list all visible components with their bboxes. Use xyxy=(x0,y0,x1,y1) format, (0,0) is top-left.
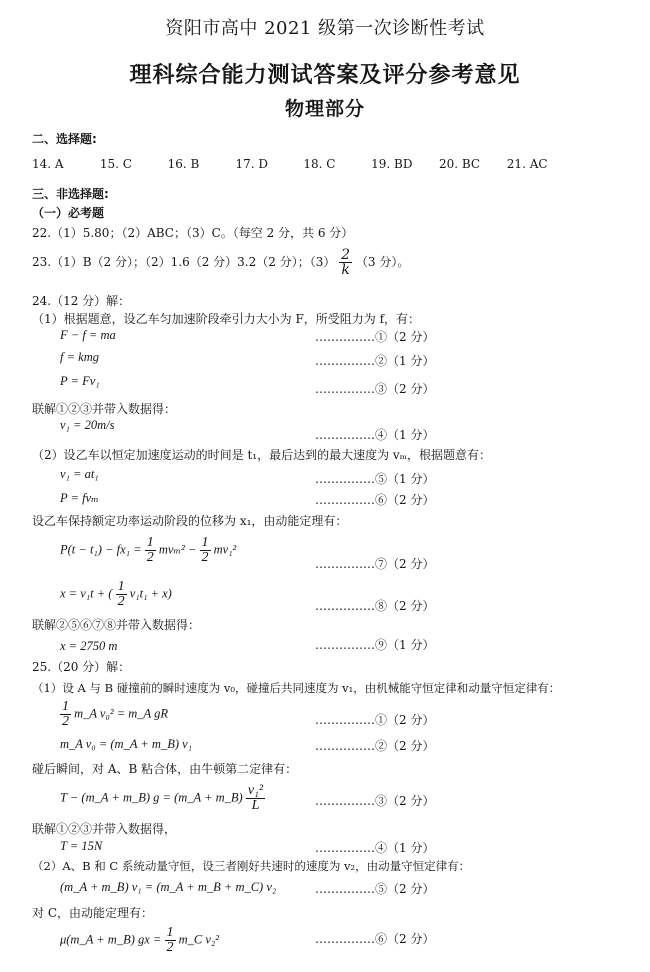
exam-title: 资阳市高中 2021 级第一次诊断性考试 xyxy=(165,18,485,39)
section-choice-title: 二、选择题: xyxy=(32,132,97,146)
q25-score1: ……………①（2 分） xyxy=(315,713,435,727)
answer-18: 18. C xyxy=(303,157,336,171)
q24-eq7-half2-den: 2 xyxy=(201,550,209,565)
answer-17: 17. D xyxy=(235,157,269,171)
q24-eq2: f = kmg xyxy=(60,350,99,364)
q24-heading: 24.（12 分）解： xyxy=(32,294,131,308)
q25-score2: ……………②（2 分） xyxy=(315,739,435,753)
answer-21: 21. AC xyxy=(506,157,548,171)
answer-20: 20. BC xyxy=(438,157,481,171)
q25-eq3-fraction xyxy=(246,784,265,813)
q24-eq8-half xyxy=(116,580,127,609)
q25-eq1-body: m_A v₀² = m_A gR xyxy=(74,706,168,721)
q23-fraction-num: 2 xyxy=(341,247,351,263)
q23-part2: （3 分）。 xyxy=(355,255,410,269)
q25-eq1-half xyxy=(60,700,71,729)
q24-score7: ……………⑦（2 分） xyxy=(315,557,435,571)
q24-eq1: F − f = ma xyxy=(60,328,116,342)
q24-score4: ……………④（1 分） xyxy=(315,428,435,442)
q24-eq7-right: mv₁² xyxy=(213,542,237,557)
q24-eq7-half1-num: 1 xyxy=(146,535,154,550)
q24-eq5: v₁ = at₁ xyxy=(60,467,99,481)
q25-result1: T = 15N xyxy=(60,839,103,853)
q24-score3: ……………③（2 分） xyxy=(315,382,435,396)
q22-answer: 22.（1）5.80；（2）ABC；（3）C。（每空 2 分，共 6 分） xyxy=(32,226,354,240)
q25-eq5: (m_A + m_B) v₁ = (m_A + m_B + m_C) v₂ xyxy=(60,880,277,894)
q25-eq6 xyxy=(60,926,219,955)
q24-result1: v₁ = 20m/s xyxy=(60,418,115,432)
section-nonchoice-title: 三、非选择题: xyxy=(32,187,109,201)
q23-fraction xyxy=(339,248,352,277)
q25-score3: ……………③（2 分） xyxy=(315,794,435,808)
q25-eq6-left: μ(m_A + m_B) gx = xyxy=(60,932,162,947)
q24-eq6: P = fvₘ xyxy=(60,491,99,505)
q24-eq7-half2-num: 1 xyxy=(201,535,209,550)
q24-eq7 xyxy=(60,536,236,565)
q24-eq8-half-num: 1 xyxy=(117,579,125,594)
required-questions-title: （一）必考题 xyxy=(32,206,105,220)
q25-heading: 25.（20 分）解： xyxy=(32,660,131,674)
q24-eq7-half1 xyxy=(145,536,156,565)
answer-15: 15. C xyxy=(99,157,132,171)
q25-eq6-half-den: 2 xyxy=(166,940,174,955)
q25-eq3-den: L xyxy=(251,798,260,813)
q24-score8: ……………⑧（2 分） xyxy=(315,599,435,613)
q25-eq1-half-den: 2 xyxy=(62,714,69,729)
q25-score4: ……………④（1 分） xyxy=(315,841,435,855)
q23-fraction-den: k xyxy=(341,262,350,278)
q24-eq8 xyxy=(60,580,172,609)
q25-part4-text: 对 C，由动能定理有： xyxy=(32,906,153,920)
document-title: 理科综合能力测试答案及评分参考意见 xyxy=(129,63,521,88)
q24-eq8-left: x = v₁t + ( xyxy=(60,586,113,601)
q25-eq1 xyxy=(60,700,168,729)
q24-eq8-half-den: 2 xyxy=(117,594,125,609)
q24-eq7-mid: mvₘ² − xyxy=(158,542,197,557)
q25-eq3 xyxy=(60,784,265,813)
q23-part1: 23.（1）B（2 分）；（2）1.6（2 分）3.2（2 分）；（3） xyxy=(32,255,336,269)
q25-eq3-num: v₁² xyxy=(247,783,264,798)
q24-part1-text: （1）根据题意，设乙车匀加速阶段牵引力大小为 F，所受阻力为 f，有： xyxy=(32,312,421,326)
q24-eq7-left: P(t − t₁) − fx₁ = xyxy=(60,542,142,557)
q25-combine1: 联解①②③并带入数据得， xyxy=(32,822,177,836)
q25-part2-text: 碰后瞬间，对 A、B 粘合体，由牛顿第二定律有： xyxy=(32,762,298,776)
q24-score6: ……………⑥（2 分） xyxy=(315,493,435,507)
q25-score6: ……………⑥（2 分） xyxy=(315,932,435,946)
q25-score5: ……………⑤（2 分） xyxy=(315,882,435,896)
choice-answers xyxy=(32,157,571,171)
q25-eq1-half-num: 1 xyxy=(62,699,69,714)
answer-14: 14. A xyxy=(32,157,64,171)
answer-19: 19. BD xyxy=(371,157,413,171)
q25-eq6-half-num: 1 xyxy=(166,925,174,940)
q25-part1-text: （1）设 A 与 B 碰撞前的瞬时速度为 v₀，碰撞后共同速度为 v₁，由机械能守恒定律和动量守恒定律有： xyxy=(32,681,561,695)
q24-eq3: P = Fv₁ xyxy=(60,374,100,388)
q25-eq2: m_A v₀ = (m_A + m_B) v₁ xyxy=(60,737,193,751)
q24-score9: ……………⑨（1 分） xyxy=(315,638,435,652)
q24-eq7-half1-den: 2 xyxy=(146,550,154,565)
q23-answer xyxy=(32,248,409,277)
answer-16: 16. B xyxy=(167,157,200,171)
q24-score1: ……………①（2 分） xyxy=(315,330,435,344)
q24-part3-text: 设乙车保持额定功率运动阶段的位移为 x₁，由动能定理有： xyxy=(32,514,348,528)
q24-eq7-half2 xyxy=(200,536,211,565)
q24-score5: ……………⑤（1 分） xyxy=(315,472,435,486)
q24-eq8-right: v₁t₁ + x) xyxy=(129,586,172,601)
q24-score2: ……………②（1 分） xyxy=(315,354,435,368)
q24-combine1: 联解①②③并带入数据得： xyxy=(32,402,177,416)
q25-eq6-half xyxy=(165,926,176,955)
subject-title: 物理部分 xyxy=(284,98,365,120)
q24-combine2: 联解②⑤⑥⑦⑧并带入数据得： xyxy=(32,618,201,632)
q24-result2: x = 2750 m xyxy=(60,639,118,653)
q24-part2-text: （2）设乙车以恒定加速度运动的时间是 t₁，最后达到的最大速度为 vₘ，根据题意有： xyxy=(32,448,492,462)
q25-part3-text: （2）A、B 和 C 系统动量守恒，设三者刚好共速时的速度为 v₂，由动量守恒定律有： xyxy=(32,859,471,873)
q25-eq3-left: T − (m_A + m_B) g = (m_A + m_B) xyxy=(60,790,243,805)
q25-eq6-right: m_C v₂² xyxy=(178,932,220,947)
